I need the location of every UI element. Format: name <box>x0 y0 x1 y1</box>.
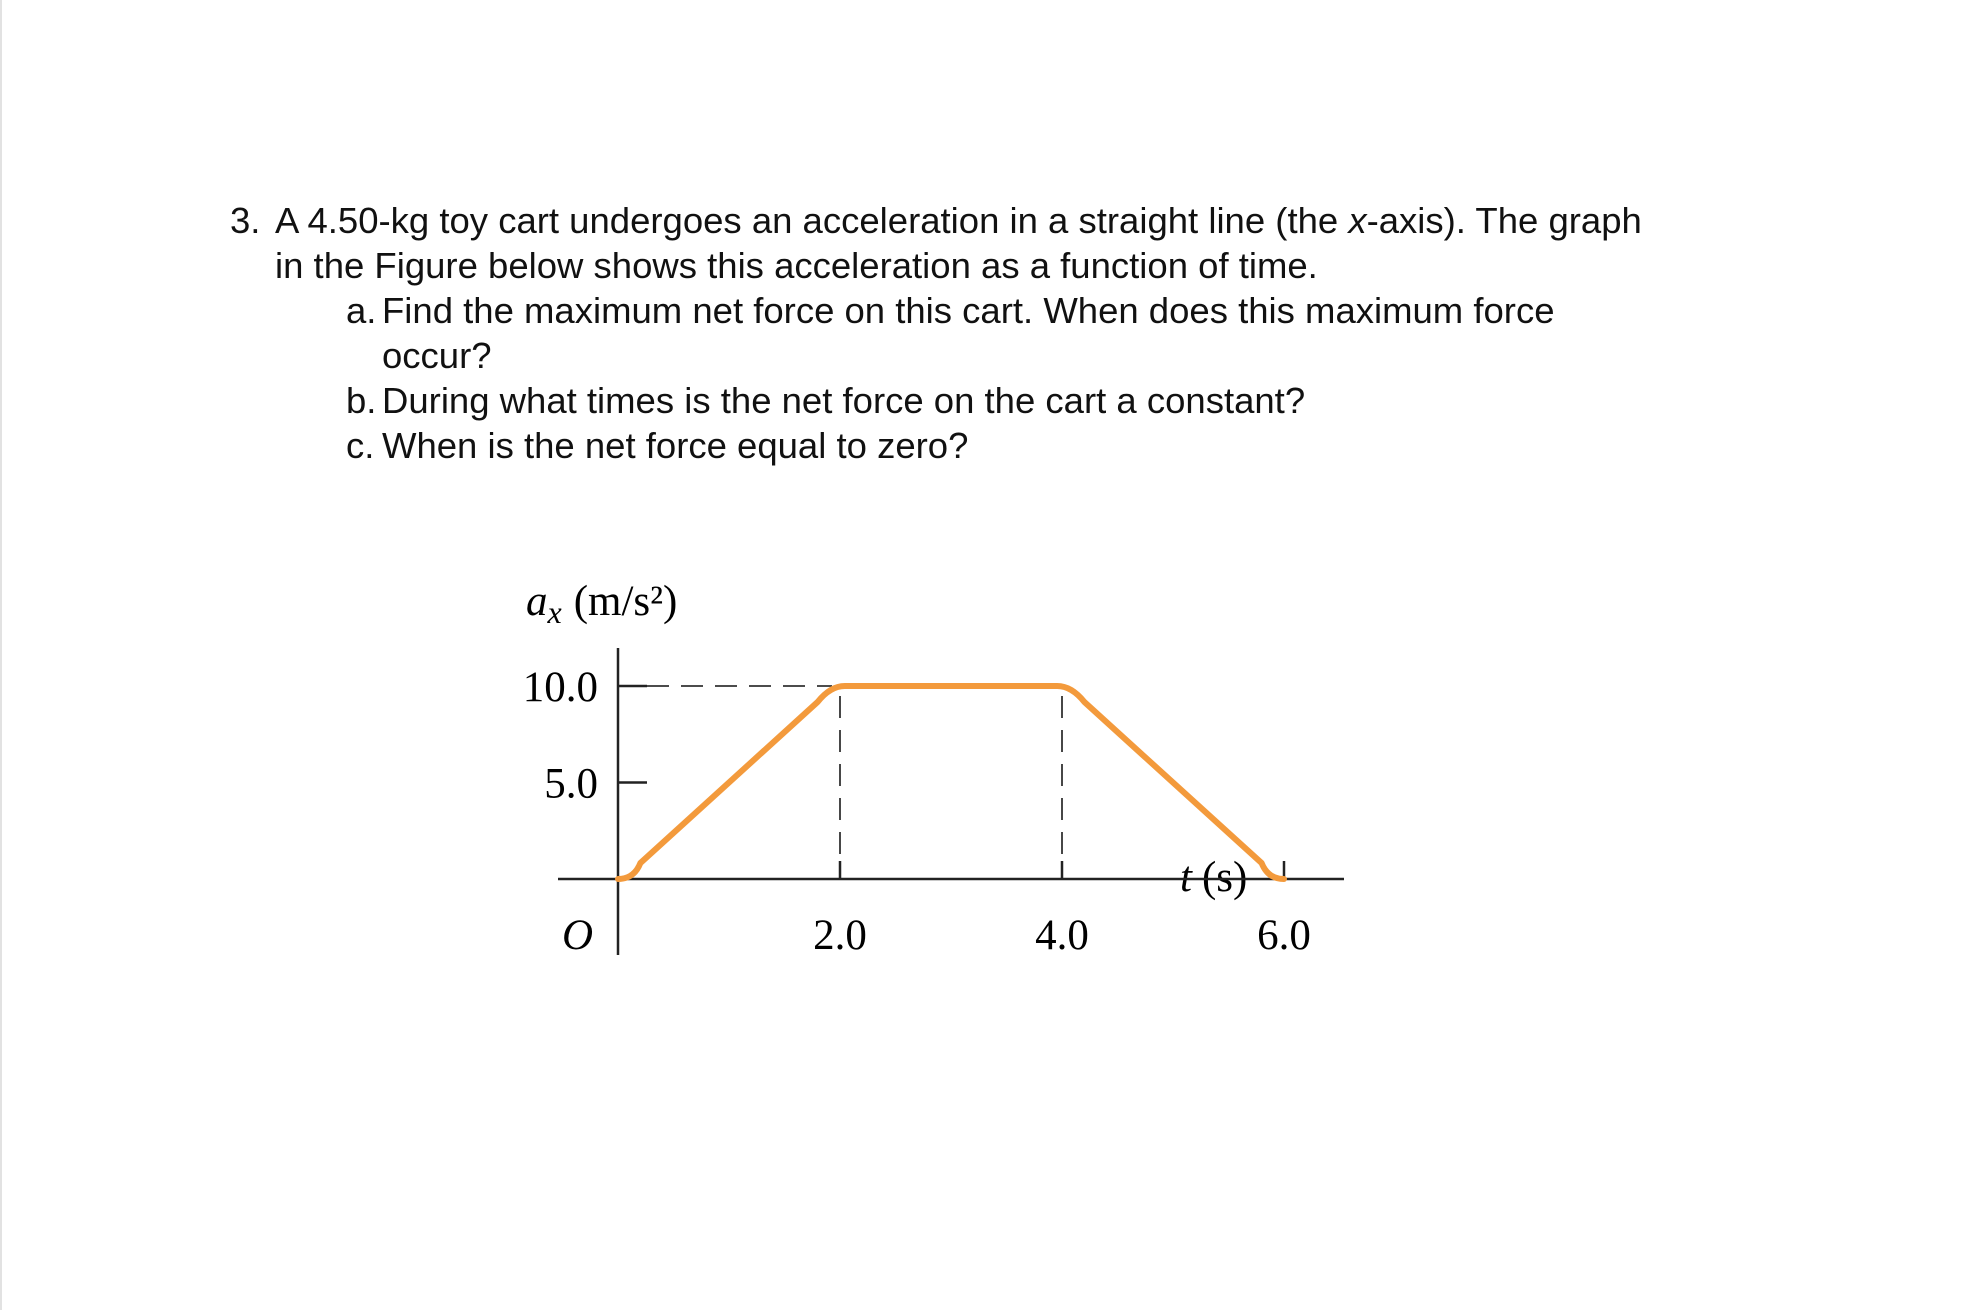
x-axis-label: t (s) <box>1180 854 1248 901</box>
problem-intro-line-2: in the Figure below shows this acceleration as a function of time. <box>275 245 1318 286</box>
y-tick-label: 10.0 <box>522 664 598 711</box>
part-a-continuation: occur? <box>382 335 492 376</box>
acceleration-curve <box>618 686 1284 879</box>
x-axis-italic: x <box>1348 200 1367 241</box>
x-tick-label: 4.0 <box>1035 912 1089 959</box>
part-a-letter: a. <box>346 290 377 331</box>
y-axis-label: ax (m/s²) <box>526 578 678 630</box>
part-b-text: During what times is the net force on the cart a constant? <box>382 380 1306 421</box>
part-c-letter: c. <box>346 425 375 466</box>
intro-text-1: A 4.50-kg toy cart undergoes an acceleration in a straight line (the <box>275 200 1349 241</box>
intro-text-2: -axis). The graph <box>1366 200 1642 241</box>
origin-label: O <box>562 912 594 959</box>
part-c-text: When is the net force equal to zero? <box>382 425 969 466</box>
problem-number: 3. <box>230 200 261 241</box>
part-a-text: Find the maximum net force on this cart. When does this maximum force <box>382 290 1555 331</box>
x-tick-label: 2.0 <box>813 912 867 959</box>
y-tick-label: 5.0 <box>544 760 598 808</box>
x-tick-label: 6.0 <box>1257 912 1311 959</box>
part-b-letter: b. <box>346 380 377 421</box>
